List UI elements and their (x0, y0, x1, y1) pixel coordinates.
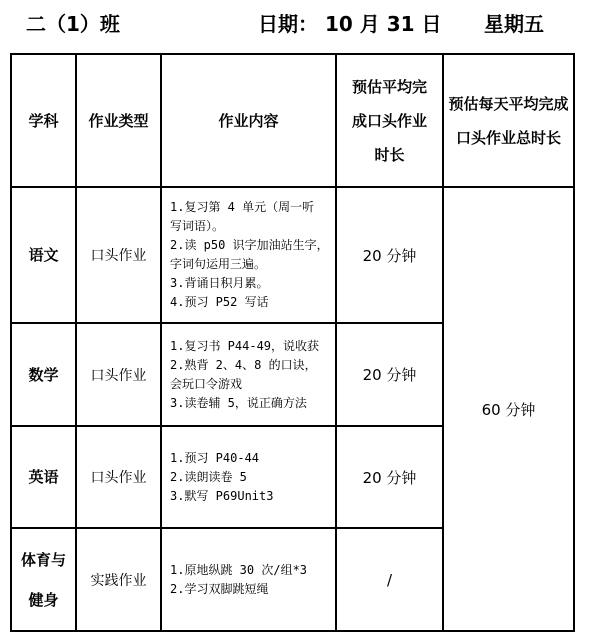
header-total-duration (443, 54, 574, 187)
content-line: 写词语）。 (170, 219, 225, 233)
content-cell (161, 528, 336, 631)
content-line: 3.默写 P69Unit3 (170, 488, 274, 503)
content-line: 2.读 p50 识字加油站生字， (170, 238, 329, 252)
header-est-line-3: 时长 (374, 145, 405, 164)
content-line: 3.读卷辅 5，说正确方法 (170, 395, 307, 410)
weekday-label: 星期五 (484, 12, 544, 36)
header-est-line-1: 预估平均完 (351, 77, 427, 96)
content-cell (161, 426, 336, 528)
content-line: 1.复习第 4 单元（周一听 (170, 200, 315, 214)
content-line: 字词句运用三遍。 (170, 257, 267, 271)
header-type: 作业类型 (76, 54, 161, 187)
header-est-line-2: 成口头作业 (351, 111, 427, 130)
homework-table (10, 53, 575, 632)
type-cell: 口头作业 (76, 323, 161, 426)
duration-cell: / (336, 528, 443, 631)
table-header-row (11, 54, 574, 187)
header-total-line-1: 预估每天平均完成 (448, 94, 569, 113)
content-line: 2.学习双脚跳短绳 (170, 581, 269, 596)
header-estimated-duration (336, 54, 443, 187)
content-line: 会玩口令游戏 (170, 376, 243, 391)
subject-cell (11, 528, 76, 631)
type-cell: 口头作业 (76, 426, 161, 528)
content-line: 1.复习书 P44-49，说收获 (170, 338, 320, 353)
content-line: 2.读朗读卷 5 (170, 469, 247, 484)
header-content: 作业内容 (161, 54, 336, 187)
subject-line-1: 体育与 (20, 550, 66, 569)
header-total-line-2: 口头作业总时长 (455, 128, 561, 147)
duration-cell: 20 分钟 (336, 323, 443, 426)
content-line: 4.预习 P52 写话 (170, 295, 269, 309)
content-line: 2.熟背 2、4、8 的口诀， (170, 357, 317, 372)
class-name: 二（1）班 (26, 12, 120, 36)
subject-cell: 语文 (11, 187, 76, 323)
duration-cell: 20 分钟 (336, 426, 443, 528)
subject-cell: 英语 (11, 426, 76, 528)
subject-line-2: 健身 (28, 590, 59, 609)
date-label: 日期： 10 月 31 日 (258, 12, 442, 36)
header-subject: 学科 (11, 54, 76, 187)
type-cell: 口头作业 (76, 187, 161, 323)
subject-cell: 数学 (11, 323, 76, 426)
content-cell (161, 323, 336, 426)
type-cell: 实践作业 (76, 528, 161, 631)
content-line: 1.预习 P40-44 (170, 450, 260, 465)
total-duration-cell: 60 分钟 (443, 187, 574, 631)
content-cell (161, 187, 336, 323)
duration-cell: 20 分钟 (336, 187, 443, 323)
page-header (0, 0, 589, 48)
table-row-chinese (11, 187, 574, 323)
content-line: 1.原地纵跳 30 次/组*3 (170, 562, 308, 577)
content-line: 3.背诵日积月累。 (170, 276, 269, 290)
